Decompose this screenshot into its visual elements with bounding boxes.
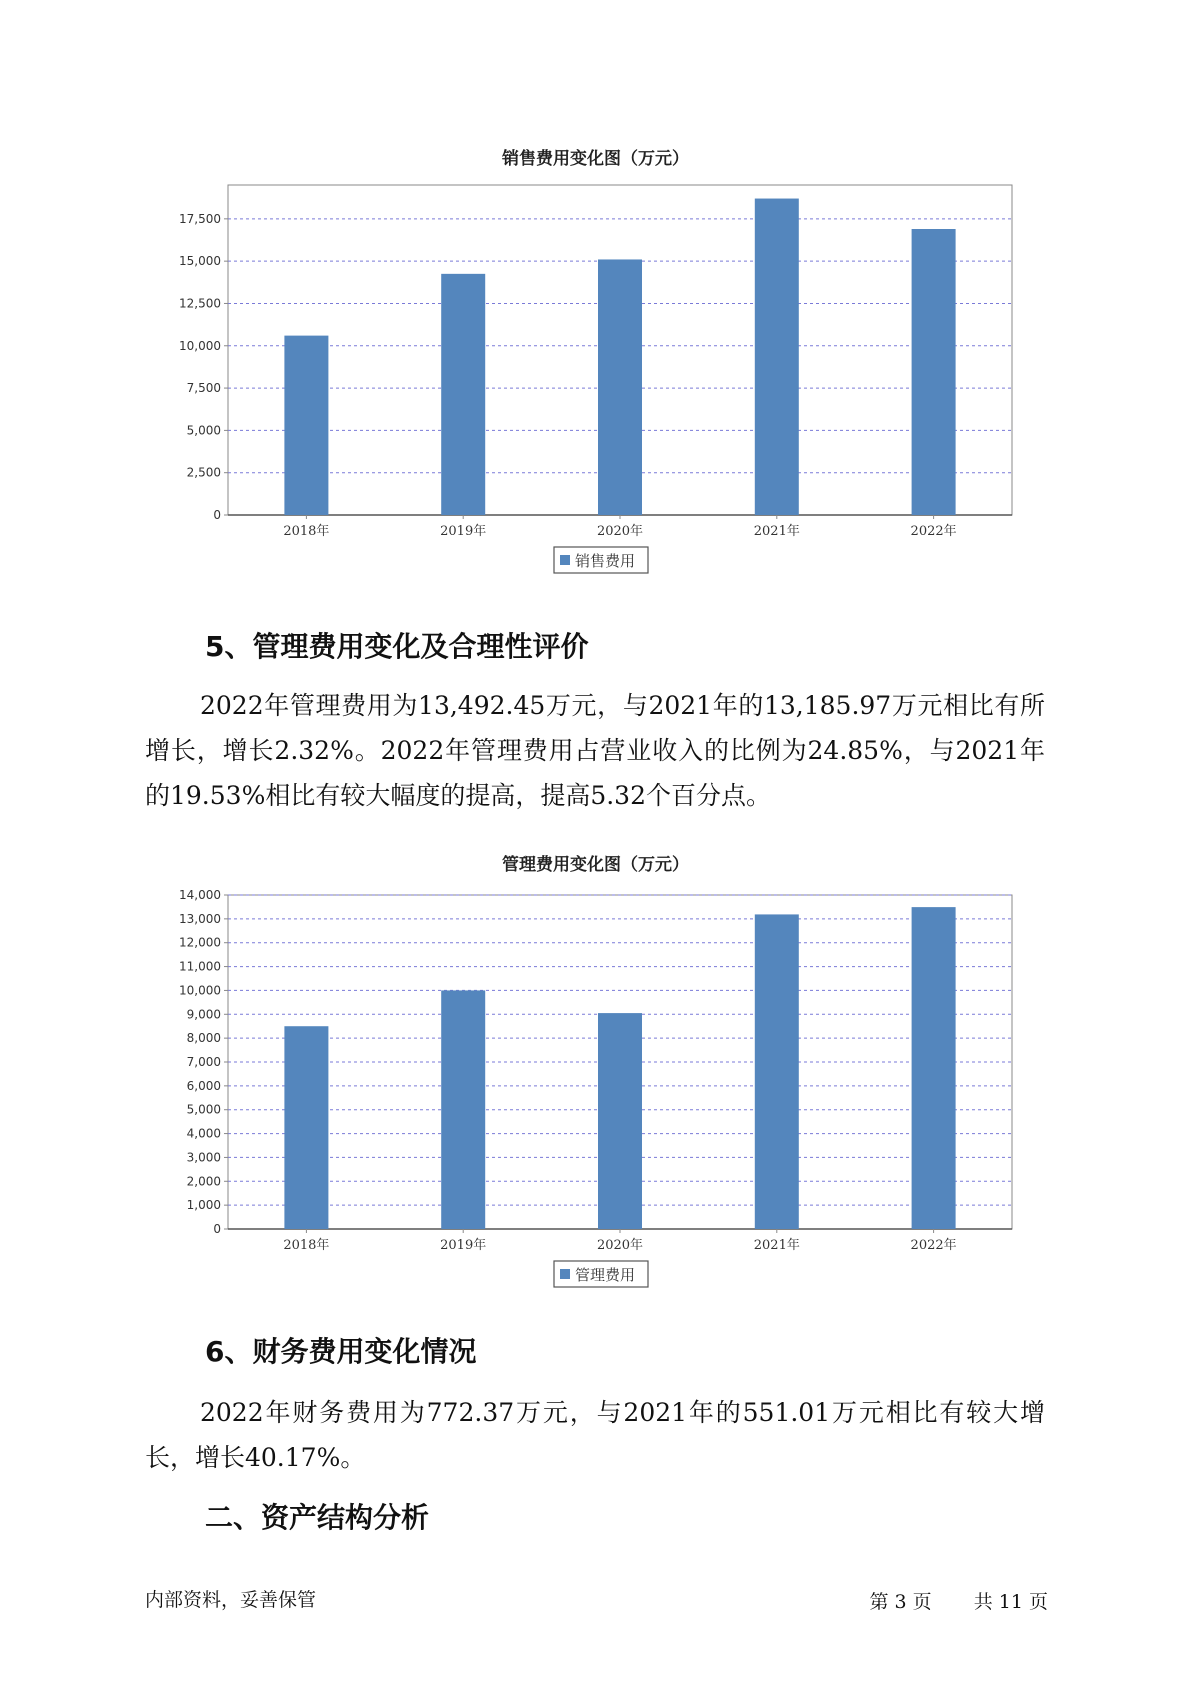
y-tick-label: 0 [213, 508, 221, 522]
legend-swatch [560, 555, 570, 565]
section2-heading: 二、资产结构分析 [205, 1501, 430, 1534]
page-prefix: 第 [869, 1591, 889, 1613]
admin-expense-chart [0, 880, 1191, 1300]
y-tick-label: 10,000 [179, 983, 221, 998]
y-tick-label: 15,000 [179, 254, 221, 269]
section6-paragraph: 2022年财务费用为772.37万元，与2021年的551.01万元相比有较大增长，增长40.17%。 [145, 1398, 1045, 1472]
y-tick-label: 4,000 [186, 1126, 221, 1141]
bar [441, 990, 485, 1229]
y-tick-label: 12,500 [179, 296, 221, 311]
bar [284, 1026, 328, 1229]
y-tick-label: 11,000 [179, 959, 221, 974]
bar [912, 229, 956, 515]
bar [755, 914, 799, 1229]
y-tick-label: 2,000 [186, 1174, 221, 1189]
y-tick-label: 5,000 [186, 423, 221, 438]
bar [284, 336, 328, 515]
y-tick-label: 12,000 [179, 935, 221, 950]
x-category-label: 2021年 [753, 1238, 800, 1253]
chart1-title: 销售费用变化图（万元） [502, 149, 689, 169]
x-category-label: 2019年 [440, 524, 487, 539]
x-category-label: 2018年 [283, 1238, 330, 1253]
bar [441, 274, 485, 515]
legend-swatch [560, 1269, 570, 1279]
section6-heading: 6、财务费用变化情况 [205, 1335, 477, 1368]
x-category-label: 2018年 [283, 524, 330, 539]
x-category-label: 2022年 [910, 524, 957, 539]
bar [755, 199, 799, 515]
legend-label: 销售费用 [575, 552, 636, 570]
y-tick-label: 7,500 [186, 381, 221, 396]
x-category-label: 2020年 [596, 1238, 644, 1253]
y-tick-label: 6,000 [186, 1078, 221, 1093]
page-unit: 页 [912, 1591, 932, 1613]
bar [598, 259, 642, 515]
y-tick-label: 1,000 [186, 1198, 221, 1213]
x-category-label: 2022年 [910, 1238, 957, 1253]
y-tick-label: 5,000 [186, 1102, 221, 1117]
section5-paragraph: 2022年管理费用为13,492.45万元，与2021年的13,185.97万元相比有所增长，增长2.32%。2022年管理费用占营业收入的比例为24.85%，与2021年的19.53%相比有较大幅度的提高，提高5.32个百分点。 [145, 691, 1045, 810]
y-tick-label: 9,000 [186, 1007, 221, 1022]
bar [912, 907, 956, 1229]
total-pages: 11 [998, 1591, 1023, 1613]
y-tick-label: 8,000 [186, 1031, 221, 1046]
x-category-label: 2020年 [596, 524, 644, 539]
y-tick-label: 7,000 [186, 1055, 221, 1069]
total-prefix: 共 [973, 1591, 993, 1613]
x-category-label: 2021年 [753, 524, 800, 539]
y-tick-label: 10,000 [179, 338, 221, 353]
chart2-title: 管理费用变化图（万元） [502, 855, 689, 875]
footer-page-number [867, 1587, 1051, 1614]
y-tick-label: 13,000 [179, 911, 221, 926]
sales-expense-chart [0, 170, 1191, 590]
y-tick-label: 17,500 [179, 211, 221, 226]
section5-heading: 5、管理费用变化及合理性评价 [205, 630, 589, 663]
y-tick-label: 2,500 [186, 465, 221, 480]
legend-label: 管理费用 [575, 1266, 636, 1284]
bar [598, 1013, 642, 1229]
total-unit: 页 [1028, 1591, 1048, 1613]
y-tick-label: 0 [213, 1222, 221, 1236]
y-tick-label: 3,000 [186, 1150, 221, 1165]
page-number: 3 [894, 1591, 907, 1613]
y-tick-label: 14,000 [179, 888, 221, 902]
footer-confidential-note: 内部资料，妥善保管 [145, 1589, 317, 1611]
x-category-label: 2019年 [440, 1238, 487, 1253]
